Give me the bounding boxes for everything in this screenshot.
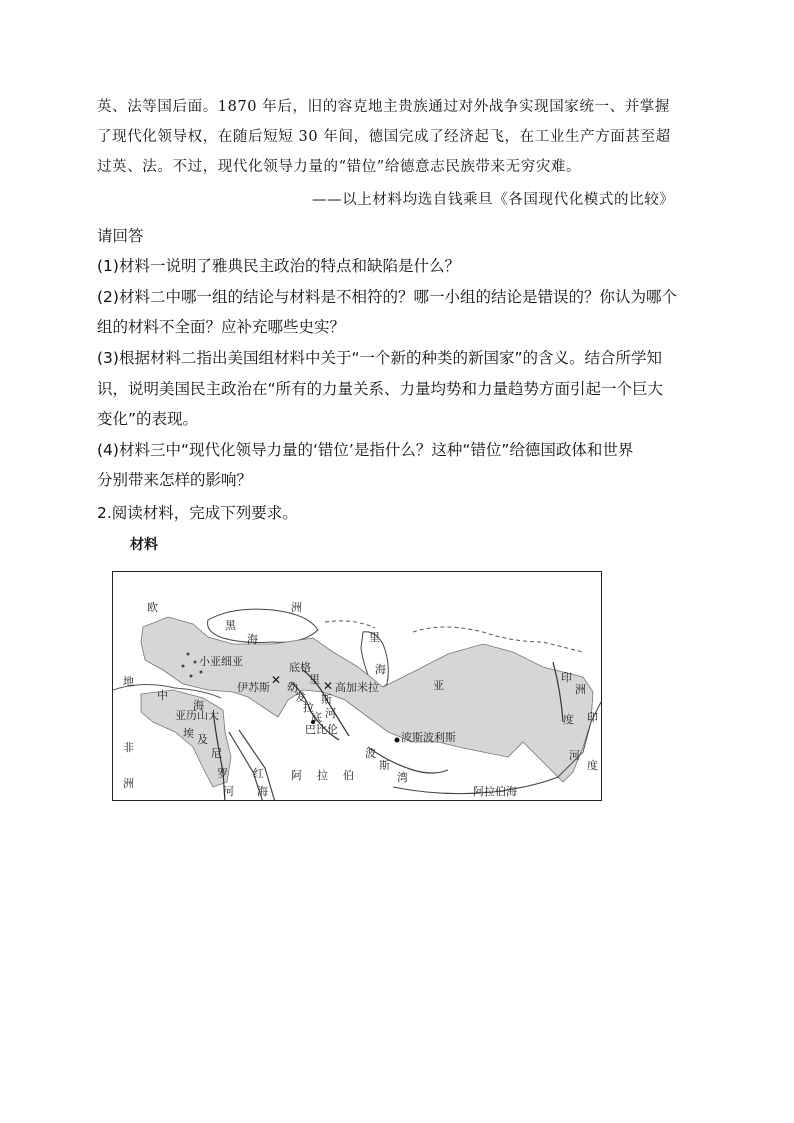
question-4-line-1: (4)材料三中“现代化领导力量的‘错位’是指什么？这种“错位”给德国政体和世界 bbox=[97, 441, 634, 459]
passage-source: ——以上材料均选自钱乘旦《各国现代化模式的比较》 bbox=[312, 192, 675, 208]
map-label-you: 幼 bbox=[287, 681, 298, 694]
map-label-si2: 斯 bbox=[379, 759, 390, 772]
map-label-di2: 底 bbox=[311, 711, 322, 724]
map-label-he: 河 bbox=[325, 707, 336, 720]
map-label-hai-caspian: 海 bbox=[375, 663, 386, 676]
map-label-fa: 发 bbox=[295, 691, 306, 704]
map-label-zhong: 中 bbox=[157, 689, 168, 702]
map-label-bo2: 波 bbox=[365, 747, 376, 760]
map-label-du: 度 bbox=[563, 713, 574, 726]
map-label-arabian-sea: 阿拉伯海 bbox=[473, 785, 517, 798]
map-label-la2: 拉 bbox=[317, 769, 328, 782]
map-label-si: 斯 bbox=[321, 693, 332, 706]
svg-text:✕: ✕ bbox=[271, 673, 282, 687]
map-label-luo: 罗 bbox=[217, 767, 228, 780]
passage-line-1: 英、法等国后面。1870 年后，旧的容克地主贵族通过对外战争实现国家统一、并掌握 bbox=[97, 99, 671, 115]
svg-text:✕: ✕ bbox=[323, 679, 334, 693]
map-label-hai-black: 海 bbox=[247, 633, 258, 646]
map-label-zhou: 洲 bbox=[291, 601, 302, 614]
map-label-hai-red: 海 bbox=[257, 785, 268, 798]
map-label-fei: 非 bbox=[123, 741, 134, 754]
historical-map bbox=[112, 571, 602, 801]
passage-line-2: 了现代化领导权，在随后短短 30 年间，德国完成了经济起飞，在工业生产方面甚至超 bbox=[97, 129, 671, 145]
map-label-wan: 湾 bbox=[397, 771, 408, 784]
passage-line-3: 过英、法。不过，现代化领导力量的“错位”给德意志民族带来无穷灾难。 bbox=[97, 159, 582, 175]
question-3-line-3: 变化”的表现。 bbox=[97, 410, 199, 428]
map-label-di: 地 bbox=[123, 675, 134, 688]
map-label-yalishanda: 亚历山大 bbox=[175, 709, 219, 722]
map-label-a: 阿 bbox=[291, 769, 302, 782]
map-label-ni: 尼 bbox=[211, 747, 222, 760]
map-label-dige: 底格 bbox=[289, 661, 311, 674]
question-1: (1)材料一说明了雅典民主政治的特点和缺陷是什么？ bbox=[97, 257, 460, 275]
map-label-li: 里 bbox=[369, 631, 380, 644]
map-label-ou: 欧 bbox=[147, 601, 158, 614]
map-label-bosi: 波斯波利斯 bbox=[401, 731, 456, 744]
question-3-line-1: (3)根据材料二指出美国组材料中关于“一个新的种类的新国家”的含义。结合所学知 bbox=[97, 349, 663, 367]
map-label-du2: 度 bbox=[587, 759, 598, 772]
question-4-line-2: 分别带来怎样的影响？ bbox=[97, 471, 253, 489]
map-label-he3: 河 bbox=[223, 785, 234, 798]
question-2-line-2: 组的材料不全面？应补充哪些史实？ bbox=[97, 318, 346, 336]
map-label-babilun: 巴比伦 bbox=[305, 723, 338, 736]
map-label-yin2: 印 bbox=[587, 711, 598, 724]
map-label-hei: 黑 bbox=[225, 619, 236, 632]
map-label-hong: 红 bbox=[253, 767, 264, 780]
map-label-bo: 伯 bbox=[343, 769, 354, 782]
map-label-li2: 里 bbox=[309, 673, 320, 686]
map-label-xiaoyaxiya: 小亚细亚 bbox=[199, 655, 243, 668]
map-label-gaojiamila: 高加米拉 bbox=[335, 681, 379, 694]
map-label-hai-med: 海 bbox=[193, 699, 204, 712]
map-label-zhou-asia: 洲 bbox=[575, 683, 586, 696]
map-label-yin: 印 bbox=[561, 671, 572, 684]
map-label-ai: 埃 bbox=[183, 727, 194, 740]
map-label-yisusi: 伊苏斯 bbox=[237, 681, 270, 694]
question-3-line-2: 识，说明美国民主政治在“所有的力量关系、力量均势和力量趋势方面引起一个巨大 bbox=[97, 380, 664, 398]
map-label-la: 拉 bbox=[303, 701, 314, 714]
material-label: 材料 bbox=[130, 537, 158, 553]
map-label-zhou-africa: 洲 bbox=[123, 777, 134, 790]
map-label-he2: 河 bbox=[569, 749, 580, 762]
map-label-ya: 亚 bbox=[433, 679, 444, 692]
questions-prompt: 请回答 bbox=[97, 227, 144, 245]
task-2-instruction: 2.阅读材料，完成下列要求。 bbox=[97, 504, 298, 522]
question-2-line-1: (2)材料二中哪一组的结论与材料是不相符的？哪一小组的结论是错误的？你认为哪个 bbox=[97, 288, 677, 306]
map-label-ji: 及 bbox=[197, 733, 208, 746]
